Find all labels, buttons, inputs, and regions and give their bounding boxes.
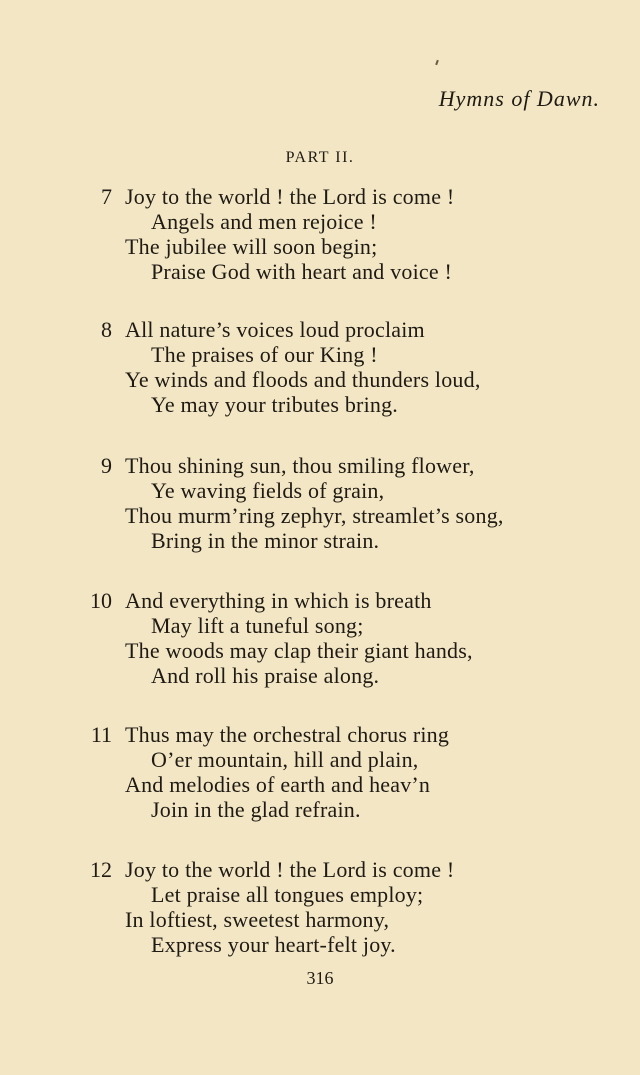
stanza-line: Bring in the minor strain.: [151, 528, 380, 553]
stanza-line: Thou shining sun, thou smiling flower,: [125, 453, 475, 478]
ink-mark: [435, 60, 439, 65]
stanza-line: Join in the glad refrain.: [151, 797, 361, 822]
stanza-line: Let praise all tongues employ;: [151, 882, 424, 907]
stanza-line: The woods may clap their giant hands,: [125, 638, 473, 663]
page-number: 316: [306, 968, 334, 988]
stanza-line: Joy to the world ! the Lord is come !: [125, 857, 455, 882]
stanza-line: Joy to the world ! the Lord is come !: [125, 184, 455, 209]
stanza-line: And melodies of earth and heav’n: [125, 772, 431, 797]
stanza-number: 12: [90, 857, 112, 882]
stanza-line: O’er mountain, hill and plain,: [151, 747, 419, 772]
stanza-line: The praises of our King !: [151, 342, 378, 367]
stanza-line: And roll his praise along.: [151, 663, 380, 688]
running-title: Hymns of Dawn.: [438, 86, 600, 111]
stanza-line: And everything in which is breath: [125, 588, 432, 613]
stanza-number: 10: [90, 588, 112, 613]
part-heading: PART II.: [285, 149, 355, 166]
stanza-number: 8: [101, 317, 112, 342]
stanza-line: Thus may the orchestral chorus ring: [125, 722, 450, 747]
stanza-line: The jubilee will soon begin;: [125, 234, 378, 259]
stanza-line: Thou murm’ring zephyr, streamlet’s song,: [125, 503, 504, 528]
stanza-number: 7: [101, 184, 112, 209]
stanza-line: Angels and men rejoice !: [151, 209, 377, 234]
stanza-line: Praise God with heart and voice !: [151, 259, 453, 284]
stanza-line: Ye winds and floods and thunders loud,: [125, 367, 481, 392]
stanza-line: Express your heart-felt joy.: [151, 932, 396, 957]
stanza-line: All nature’s voices loud proclaim: [125, 317, 425, 342]
stanza-line: Ye waving fields of grain,: [151, 478, 385, 503]
stanza-number: 9: [101, 453, 112, 478]
stanza-line: Ye may your tributes bring.: [151, 392, 398, 417]
stanza-line: May lift a tuneful song;: [151, 613, 364, 638]
stanza-line: In loftiest, sweetest harmony,: [125, 907, 390, 932]
stanza-number: 11: [90, 722, 112, 747]
